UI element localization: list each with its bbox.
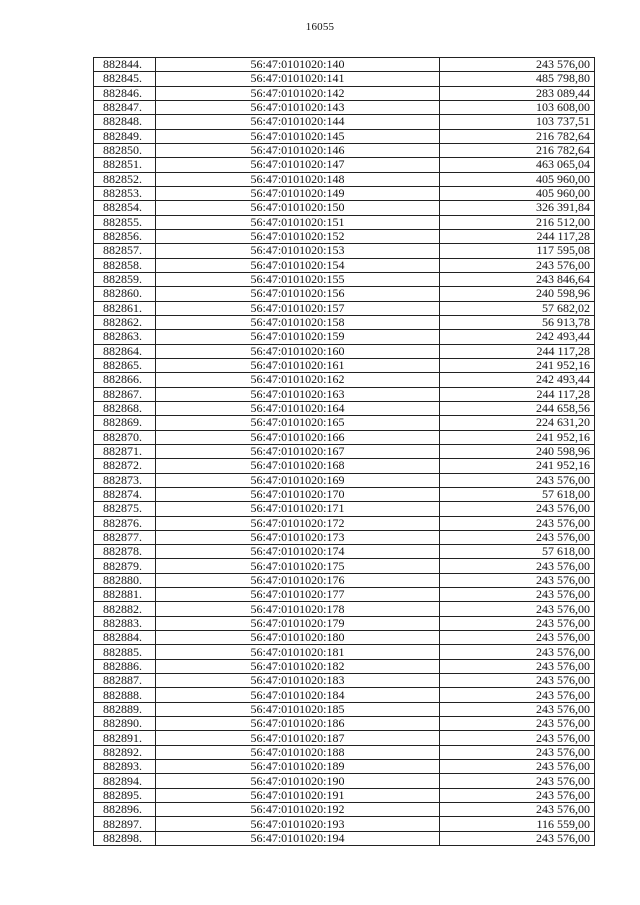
value-cell: 243 576,00 — [440, 631, 595, 645]
table-row — [94, 58, 595, 72]
row-number-cell: 882864. — [94, 344, 156, 358]
row-number-cell: 882894. — [94, 774, 156, 788]
value-cell: 241 952,16 — [440, 358, 595, 372]
value-cell: 243 576,00 — [440, 745, 595, 759]
table-row — [94, 616, 595, 630]
row-number-cell: 882881. — [94, 588, 156, 602]
cadastral-number-cell: 56:47:0101020:148 — [156, 172, 440, 186]
value-cell: 243 576,00 — [440, 803, 595, 817]
table-row — [94, 702, 595, 716]
row-number-cell: 882852. — [94, 172, 156, 186]
value-cell: 57 618,00 — [440, 545, 595, 559]
cadastral-number-cell: 56:47:0101020:190 — [156, 774, 440, 788]
value-cell: 241 952,16 — [440, 430, 595, 444]
cadastral-number-cell: 56:47:0101020:171 — [156, 502, 440, 516]
value-cell: 216 782,64 — [440, 143, 595, 157]
row-number-cell: 882845. — [94, 72, 156, 86]
row-number-cell: 882890. — [94, 717, 156, 731]
cadastral-number-cell: 56:47:0101020:149 — [156, 186, 440, 200]
table-row — [94, 373, 595, 387]
cadastral-number-cell: 56:47:0101020:142 — [156, 86, 440, 100]
table-row — [94, 760, 595, 774]
row-number-cell: 882862. — [94, 315, 156, 329]
value-cell: 405 960,00 — [440, 186, 595, 200]
cadastral-number-cell: 56:47:0101020:141 — [156, 72, 440, 86]
value-cell: 405 960,00 — [440, 172, 595, 186]
value-cell: 243 576,00 — [440, 645, 595, 659]
row-number-cell: 882865. — [94, 358, 156, 372]
value-cell: 243 576,00 — [440, 602, 595, 616]
table-row — [94, 545, 595, 559]
cadastral-number-cell: 56:47:0101020:160 — [156, 344, 440, 358]
row-number-cell: 882860. — [94, 287, 156, 301]
cadastral-number-cell: 56:47:0101020:182 — [156, 659, 440, 673]
table-row — [94, 72, 595, 86]
cadastral-number-cell: 56:47:0101020:173 — [156, 530, 440, 544]
value-cell: 243 576,00 — [440, 731, 595, 745]
row-number-cell: 882898. — [94, 831, 156, 845]
table-row — [94, 530, 595, 544]
table-row — [94, 344, 595, 358]
cadastral-number-cell: 56:47:0101020:169 — [156, 473, 440, 487]
table-row — [94, 229, 595, 243]
cadastral-number-cell: 56:47:0101020:165 — [156, 416, 440, 430]
table-row — [94, 588, 595, 602]
registry-table — [93, 57, 595, 846]
cadastral-number-cell: 56:47:0101020:177 — [156, 588, 440, 602]
value-cell: 243 576,00 — [440, 674, 595, 688]
row-number-cell: 882850. — [94, 143, 156, 157]
cadastral-number-cell: 56:47:0101020:181 — [156, 645, 440, 659]
table-row — [94, 788, 595, 802]
table-row — [94, 473, 595, 487]
table-row — [94, 129, 595, 143]
cadastral-number-cell: 56:47:0101020:150 — [156, 201, 440, 215]
cadastral-number-cell: 56:47:0101020:151 — [156, 215, 440, 229]
table-row — [94, 215, 595, 229]
table-row — [94, 631, 595, 645]
row-number-cell: 882851. — [94, 158, 156, 172]
value-cell: 244 117,28 — [440, 387, 595, 401]
value-cell: 216 512,00 — [440, 215, 595, 229]
cadastral-number-cell: 56:47:0101020:153 — [156, 244, 440, 258]
value-cell: 243 576,00 — [440, 760, 595, 774]
cadastral-number-cell: 56:47:0101020:183 — [156, 674, 440, 688]
value-cell: 243 576,00 — [440, 702, 595, 716]
value-cell: 243 576,00 — [440, 588, 595, 602]
row-number-cell: 882873. — [94, 473, 156, 487]
table-row — [94, 731, 595, 745]
cadastral-number-cell: 56:47:0101020:159 — [156, 330, 440, 344]
cadastral-number-cell: 56:47:0101020:168 — [156, 459, 440, 473]
cadastral-number-cell: 56:47:0101020:193 — [156, 817, 440, 831]
row-number-cell: 882875. — [94, 502, 156, 516]
table-row — [94, 688, 595, 702]
table-row — [94, 559, 595, 573]
row-number-cell: 882877. — [94, 530, 156, 544]
cadastral-number-cell: 56:47:0101020:185 — [156, 702, 440, 716]
row-number-cell: 882844. — [94, 58, 156, 72]
cadastral-number-cell: 56:47:0101020:180 — [156, 631, 440, 645]
row-number-cell: 882891. — [94, 731, 156, 745]
value-cell: 243 576,00 — [440, 659, 595, 673]
table-row — [94, 258, 595, 272]
row-number-cell: 882896. — [94, 803, 156, 817]
value-cell: 243 576,00 — [440, 774, 595, 788]
table-row — [94, 516, 595, 530]
value-cell: 243 576,00 — [440, 58, 595, 72]
cadastral-number-cell: 56:47:0101020:174 — [156, 545, 440, 559]
cadastral-number-cell: 56:47:0101020:172 — [156, 516, 440, 530]
cadastral-number-cell: 56:47:0101020:176 — [156, 573, 440, 587]
table-row — [94, 831, 595, 845]
row-number-cell: 882889. — [94, 702, 156, 716]
row-number-cell: 882854. — [94, 201, 156, 215]
cadastral-number-cell: 56:47:0101020:194 — [156, 831, 440, 845]
value-cell: 103 608,00 — [440, 100, 595, 114]
row-number-cell: 882847. — [94, 100, 156, 114]
value-cell: 116 559,00 — [440, 817, 595, 831]
value-cell: 224 631,20 — [440, 416, 595, 430]
table-row — [94, 502, 595, 516]
table-row — [94, 573, 595, 587]
table-row — [94, 645, 595, 659]
page-number: 16055 — [305, 21, 335, 33]
cadastral-number-cell: 56:47:0101020:147 — [156, 158, 440, 172]
row-number-cell: 882888. — [94, 688, 156, 702]
table-row — [94, 487, 595, 501]
table-row — [94, 358, 595, 372]
row-number-cell: 882893. — [94, 760, 156, 774]
row-number-cell: 882853. — [94, 186, 156, 200]
table-row — [94, 745, 595, 759]
table-row — [94, 387, 595, 401]
row-number-cell: 882870. — [94, 430, 156, 444]
cadastral-number-cell: 56:47:0101020:146 — [156, 143, 440, 157]
value-cell: 243 576,00 — [440, 530, 595, 544]
table-row — [94, 444, 595, 458]
cadastral-number-cell: 56:47:0101020:144 — [156, 115, 440, 129]
table-row — [94, 158, 595, 172]
cadastral-number-cell: 56:47:0101020:155 — [156, 272, 440, 286]
value-cell: 243 576,00 — [440, 559, 595, 573]
value-cell: 241 952,16 — [440, 459, 595, 473]
cadastral-number-cell: 56:47:0101020:191 — [156, 788, 440, 802]
cadastral-number-cell: 56:47:0101020:152 — [156, 229, 440, 243]
value-cell: 244 658,56 — [440, 401, 595, 415]
table-row — [94, 717, 595, 731]
cadastral-number-cell: 56:47:0101020:170 — [156, 487, 440, 501]
value-cell: 244 117,28 — [440, 229, 595, 243]
row-number-cell: 882884. — [94, 631, 156, 645]
value-cell: 243 576,00 — [440, 502, 595, 516]
value-cell: 283 089,44 — [440, 86, 595, 100]
row-number-cell: 882857. — [94, 244, 156, 258]
cadastral-number-cell: 56:47:0101020:163 — [156, 387, 440, 401]
cadastral-number-cell: 56:47:0101020:156 — [156, 287, 440, 301]
cadastral-number-cell: 56:47:0101020:179 — [156, 616, 440, 630]
row-number-cell: 882859. — [94, 272, 156, 286]
table-row — [94, 659, 595, 673]
row-number-cell: 882897. — [94, 817, 156, 831]
table-row — [94, 674, 595, 688]
table-row — [94, 803, 595, 817]
value-cell: 103 737,51 — [440, 115, 595, 129]
table-row — [94, 115, 595, 129]
row-number-cell: 882871. — [94, 444, 156, 458]
row-number-cell: 882895. — [94, 788, 156, 802]
row-number-cell: 882868. — [94, 401, 156, 415]
cadastral-number-cell: 56:47:0101020:189 — [156, 760, 440, 774]
table-row — [94, 244, 595, 258]
row-number-cell: 882876. — [94, 516, 156, 530]
row-number-cell: 882879. — [94, 559, 156, 573]
value-cell: 216 782,64 — [440, 129, 595, 143]
row-number-cell: 882849. — [94, 129, 156, 143]
value-cell: 243 576,00 — [440, 688, 595, 702]
row-number-cell: 882869. — [94, 416, 156, 430]
cadastral-number-cell: 56:47:0101020:154 — [156, 258, 440, 272]
row-number-cell: 882848. — [94, 115, 156, 129]
cadastral-number-cell: 56:47:0101020:167 — [156, 444, 440, 458]
table-row — [94, 602, 595, 616]
table-row — [94, 172, 595, 186]
value-cell: 243 576,00 — [440, 831, 595, 845]
table-row — [94, 86, 595, 100]
row-number-cell: 882866. — [94, 373, 156, 387]
row-number-cell: 882878. — [94, 545, 156, 559]
row-number-cell: 882861. — [94, 301, 156, 315]
table-row — [94, 774, 595, 788]
cadastral-number-cell: 56:47:0101020:192 — [156, 803, 440, 817]
value-cell: 240 598,96 — [440, 287, 595, 301]
value-cell: 243 576,00 — [440, 788, 595, 802]
cadastral-number-cell: 56:47:0101020:178 — [156, 602, 440, 616]
table-row — [94, 143, 595, 157]
table-row — [94, 186, 595, 200]
value-cell: 242 493,44 — [440, 373, 595, 387]
table-row — [94, 301, 595, 315]
value-cell: 243 576,00 — [440, 258, 595, 272]
table-row — [94, 201, 595, 215]
cadastral-number-cell: 56:47:0101020:164 — [156, 401, 440, 415]
value-cell: 326 391,84 — [440, 201, 595, 215]
value-cell: 463 065,04 — [440, 158, 595, 172]
cadastral-number-cell: 56:47:0101020:143 — [156, 100, 440, 114]
row-number-cell: 882867. — [94, 387, 156, 401]
value-cell: 117 595,08 — [440, 244, 595, 258]
row-number-cell: 882863. — [94, 330, 156, 344]
row-number-cell: 882872. — [94, 459, 156, 473]
value-cell: 244 117,28 — [440, 344, 595, 358]
value-cell: 242 493,44 — [440, 330, 595, 344]
value-cell: 56 913,78 — [440, 315, 595, 329]
table-row — [94, 401, 595, 415]
value-cell: 485 798,80 — [440, 72, 595, 86]
row-number-cell: 882887. — [94, 674, 156, 688]
table-row — [94, 315, 595, 329]
cadastral-number-cell: 56:47:0101020:184 — [156, 688, 440, 702]
cadastral-number-cell: 56:47:0101020:166 — [156, 430, 440, 444]
cadastral-number-cell: 56:47:0101020:161 — [156, 358, 440, 372]
table-row — [94, 430, 595, 444]
registry-table-body — [94, 58, 595, 846]
value-cell: 57 682,02 — [440, 301, 595, 315]
cadastral-number-cell: 56:47:0101020:187 — [156, 731, 440, 745]
value-cell: 243 846,64 — [440, 272, 595, 286]
cadastral-number-cell: 56:47:0101020:157 — [156, 301, 440, 315]
table-row — [94, 817, 595, 831]
value-cell: 243 576,00 — [440, 616, 595, 630]
row-number-cell: 882880. — [94, 573, 156, 587]
row-number-cell: 882892. — [94, 745, 156, 759]
row-number-cell: 882886. — [94, 659, 156, 673]
cadastral-number-cell: 56:47:0101020:140 — [156, 58, 440, 72]
cadastral-number-cell: 56:47:0101020:175 — [156, 559, 440, 573]
row-number-cell: 882846. — [94, 86, 156, 100]
value-cell: 57 618,00 — [440, 487, 595, 501]
table-row — [94, 100, 595, 114]
cadastral-number-cell: 56:47:0101020:188 — [156, 745, 440, 759]
table-row — [94, 287, 595, 301]
table-row — [94, 416, 595, 430]
row-number-cell: 882858. — [94, 258, 156, 272]
row-number-cell: 882856. — [94, 229, 156, 243]
row-number-cell: 882885. — [94, 645, 156, 659]
row-number-cell: 882855. — [94, 215, 156, 229]
table-row — [94, 272, 595, 286]
row-number-cell: 882874. — [94, 487, 156, 501]
row-number-cell: 882882. — [94, 602, 156, 616]
value-cell: 243 576,00 — [440, 473, 595, 487]
table-row — [94, 459, 595, 473]
value-cell: 240 598,96 — [440, 444, 595, 458]
cadastral-number-cell: 56:47:0101020:186 — [156, 717, 440, 731]
row-number-cell: 882883. — [94, 616, 156, 630]
cadastral-number-cell: 56:47:0101020:158 — [156, 315, 440, 329]
cadastral-number-cell: 56:47:0101020:162 — [156, 373, 440, 387]
cadastral-number-cell: 56:47:0101020:145 — [156, 129, 440, 143]
value-cell: 243 576,00 — [440, 717, 595, 731]
value-cell: 243 576,00 — [440, 573, 595, 587]
table-row — [94, 330, 595, 344]
value-cell: 243 576,00 — [440, 516, 595, 530]
